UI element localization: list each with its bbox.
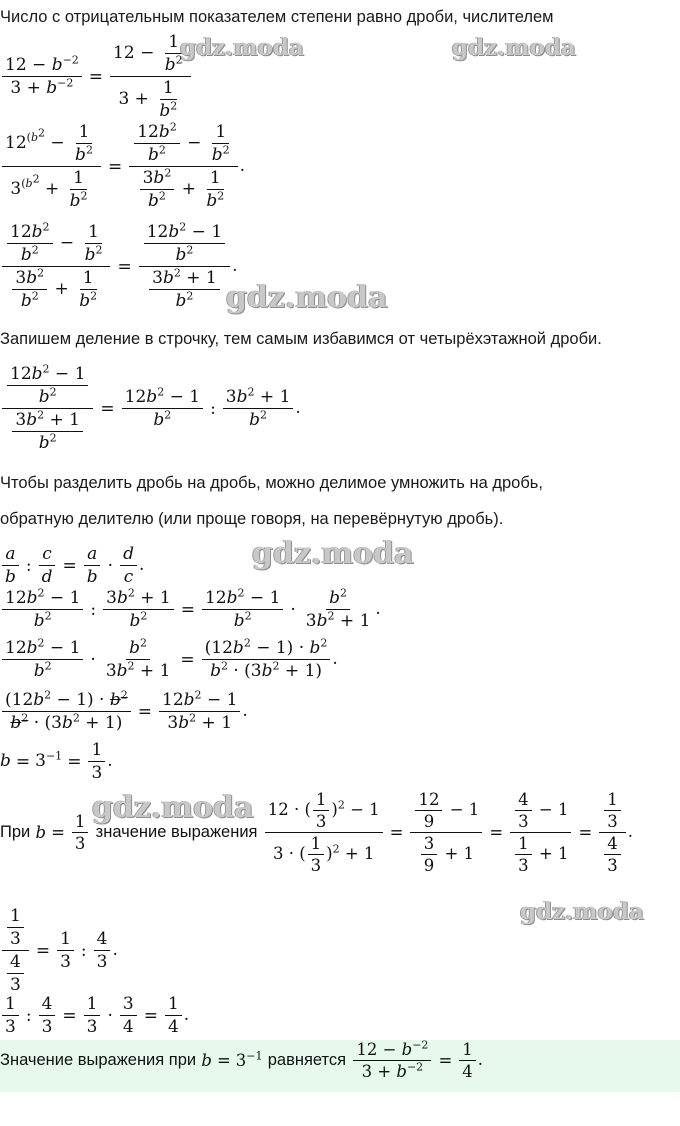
value-phrase: значение выражения xyxy=(95,823,258,841)
formula-step-8: $\frac{\frac{1}{3}}{\frac{4}{3}}$ = $\frac{1}{3}$ : $\frac{4}{3}$ . xyxy=(0,906,118,995)
watermark-logo: gdz.moda xyxy=(520,898,644,925)
at-prefix: При xyxy=(0,823,31,841)
answer-equals: равняется xyxy=(267,1051,347,1069)
formula-step-3: $\frac{12b^2}{b^2}$ − $\frac{1}{b^2}$ $\frac{3b^2}{b^2}$ + $\frac{1}{b^2}$ = $\frac{\frac{12b^2 - 1}{b^2}}{\frac{3b^2 + 1}{b^2}}$ . xyxy=(0,222,238,311)
rule-text-line-1: Чтобы разделить дробь на дробь, можно делимое умножить на дробь, xyxy=(0,474,543,492)
watermark-logo: gdz.moda xyxy=(226,280,388,315)
intro-text: Число с отрицательным показателем степени равно дроби, числителем xyxy=(0,8,554,26)
substitution-line: При b = $\frac{1}{3}$ значение выражения 12 · ( $\frac{1}{3}$ )$^2$ − 1 3 · ( $\frac{1}{3}$ )$^2$ + 1 = $\frac{12}{9}$ − 1 $\frac{3}{9}$ + 1 = $\frac{4}{3}$ − 1 $\frac{1}{3}$ + 1 = $\frac{\frac{1}{3}}{\frac{4}{3}}$ . xyxy=(0,790,634,875)
rule-text-line-2: обратную делителю (или проще говоря, на перевёрнутую дробь). xyxy=(0,510,504,528)
watermark-logo: gdz.moda xyxy=(180,34,304,61)
formula-step-2: $12^{(b^2}$ − $\frac{1}{b^2}$ $3^{(b^2}$ + $\frac{1}{b^2}$ = $\frac{12b^2}{b^2}$ − $\frac{1}{b^2}$ $\frac{3b^2}{b^2}$ + $\frac{1}{b^2}$ . xyxy=(0,122,245,211)
watermark-logo: gdz.moda xyxy=(252,536,414,571)
formula-step-5: $\frac{12b^2 - 1}{b^2}$ : $\frac{3b^2 + 1}{b^2}$ = $\frac{12b^2 - 1}{b^2}$ · $\frac{b^2}{3b^2 + 1}$ . xyxy=(0,588,381,631)
division-note: Запишем деление в строчку, тем самым избавимся от четырёхэтажной дроби. xyxy=(0,330,602,348)
watermark-logo: gdz.moda xyxy=(452,34,576,61)
answer-prefix: Значение выражения при xyxy=(0,1051,197,1069)
final-answer: Значение выражения при $b = 3^{-1}$ равняется $\frac{12 - b^{-2}}{3 + b^{-2}}$ = $\frac{1}{4}$ . xyxy=(0,1038,484,1081)
watermark-logo: gdz.moda xyxy=(92,790,254,825)
formula-step-7: $\frac{(12b^2 - 1) \cdot b^2}{b^2 \cdot (3b^2 + 1)}$ = $\frac{12b^2 - 1}{3b^2 + 1}$ . xyxy=(0,690,248,733)
formula-step-4: $\frac{\frac{12b^2 - 1}{b^2}}{\frac{3b^2 + 1}{b^2}}$ = $\frac{12b^2 - 1}{b^2}$ : $\frac{3b^2 + 1}{b^2}$ . xyxy=(0,364,301,453)
final-answer-box xyxy=(0,1040,680,1092)
formula-step-9: $\frac{1}{3}$ : $\frac{4}{3}$ = $\frac{1}{3}$ · $\frac{3}{4}$ = $\frac{1}{4}$ . xyxy=(0,994,189,1037)
formula-step-1: $\frac{12 - b^{-2}}{3 + b^{-2}}$ = 12 − $\frac{1}{b^2}$ 3 + $\frac{1}{b^2}$ xyxy=(0,32,193,121)
b-value-formula: $b = 3^{-1}$ = $\frac{1}{3}$ . xyxy=(0,740,113,783)
division-rule-formula: $\frac{a}{b}$ : $\frac{c}{d}$ = $\frac{a}{b}$ · $\frac{d}{c}$ . xyxy=(0,544,144,587)
formula-step-6: $\frac{12b^2 - 1}{b^2}$ · $\frac{b^2}{3b^2 + 1}$ = $\frac{(12b^2 - 1) \cdot b^2}{b^2 \cdot (3b^2 + 1)}$ . xyxy=(0,638,338,681)
